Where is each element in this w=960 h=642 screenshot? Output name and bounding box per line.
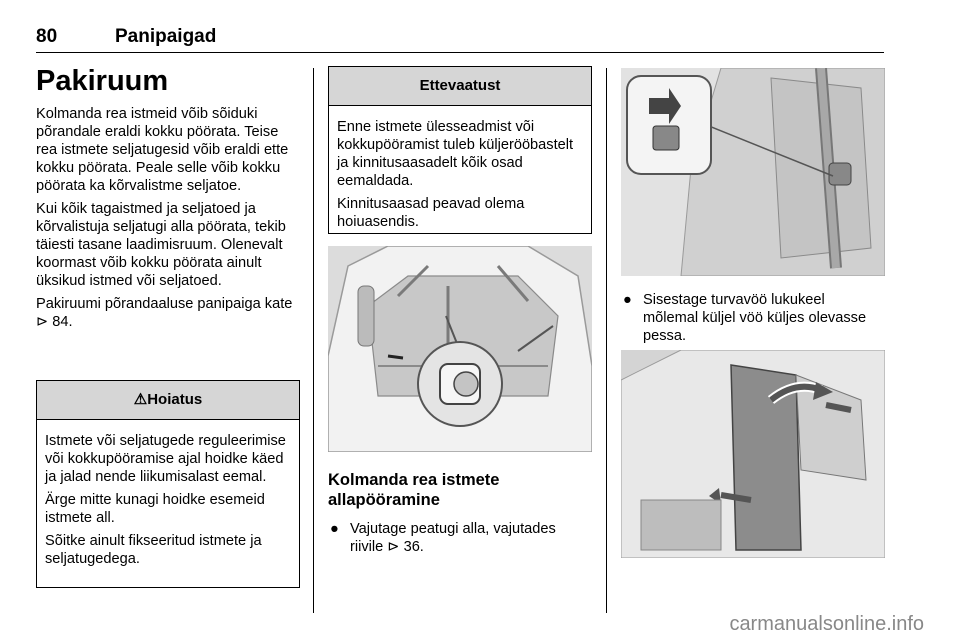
caution-text: Kinnitusaasad peavad olema hoiuasendis. [337,196,525,230]
column-divider [313,68,314,613]
paragraph: Kui kõik tagaistmed ja seljatoed ja kõrvalistuja seljatugi alla pöörata, tekib täiesti tasane laadimisruum. Olenevalt koormast võib kokku pöörata ainult üksikud istmed või seljatoed. [36,201,286,289]
bullet-icon: ● [623,292,632,308]
right-column-text [621,291,883,345]
list-item [328,520,590,556]
caution-header: Ettevaatust [329,67,591,106]
warning-text: Istmete või seljatugede reguleerimise või kokkupööramise ajal hoidke käed ja jalad nende liikumisalast eemal. [45,433,286,485]
list-item-text: Sisestage turvavöö lukukeel mõlemal küljel vöö küljes olevasse pessa. [643,292,867,344]
illustration-seat-fold [621,350,885,558]
section-title: Panipaigad [115,26,217,47]
left-column [36,64,301,336]
warning-body [37,420,299,581]
page-number: 80 [36,26,58,47]
paragraph: Kolmanda rea istmeid võib sõiduki põrandale eraldi kokku pöörata. Teise rea istmete seljatugesid võib eraldi ette kokku pöörata. Peale selle võib kokku pöörata ka kõrvalistme seljatoe. [36,106,289,194]
warning-header [37,381,299,420]
subsection-title: Kolmanda rea istmete allapööramine [328,471,500,509]
page-header [36,26,884,53]
page-title: Pakiruum [36,65,169,97]
column-divider [606,68,607,613]
warning-triangle-icon: ⚠ [133,391,148,408]
warning-text: Sõitke ainult fikseeritud istmete ja seljatugedega. [45,533,262,567]
paragraph: Pakiruumi põrandaaluse panipaiga kate ⊳ 84. [36,296,293,330]
caution-text: Enne istmete ülesseadmist või kokkupööramist tuleb küljerööbastelt ja kinnitusaasadelt kõik osad eemaldada. [337,119,574,189]
warning-box [36,380,300,588]
list-item-text: Vajutage peatugi alla, vajutades riivile ⊳ 36. [350,521,556,555]
warning-title: Hoiatus [147,391,203,408]
illustration-headrest [328,246,592,452]
list-item [621,291,883,345]
watermark: carmanualsonline.info [729,613,924,635]
middle-column-text [328,470,590,556]
caution-body [329,106,591,244]
bullet-icon: ● [330,521,339,537]
caution-box [328,66,592,234]
illustration-seatbelt [621,68,885,276]
warning-text: Ärge mitte kunagi hoidke esemeid istmete all. [45,492,265,526]
